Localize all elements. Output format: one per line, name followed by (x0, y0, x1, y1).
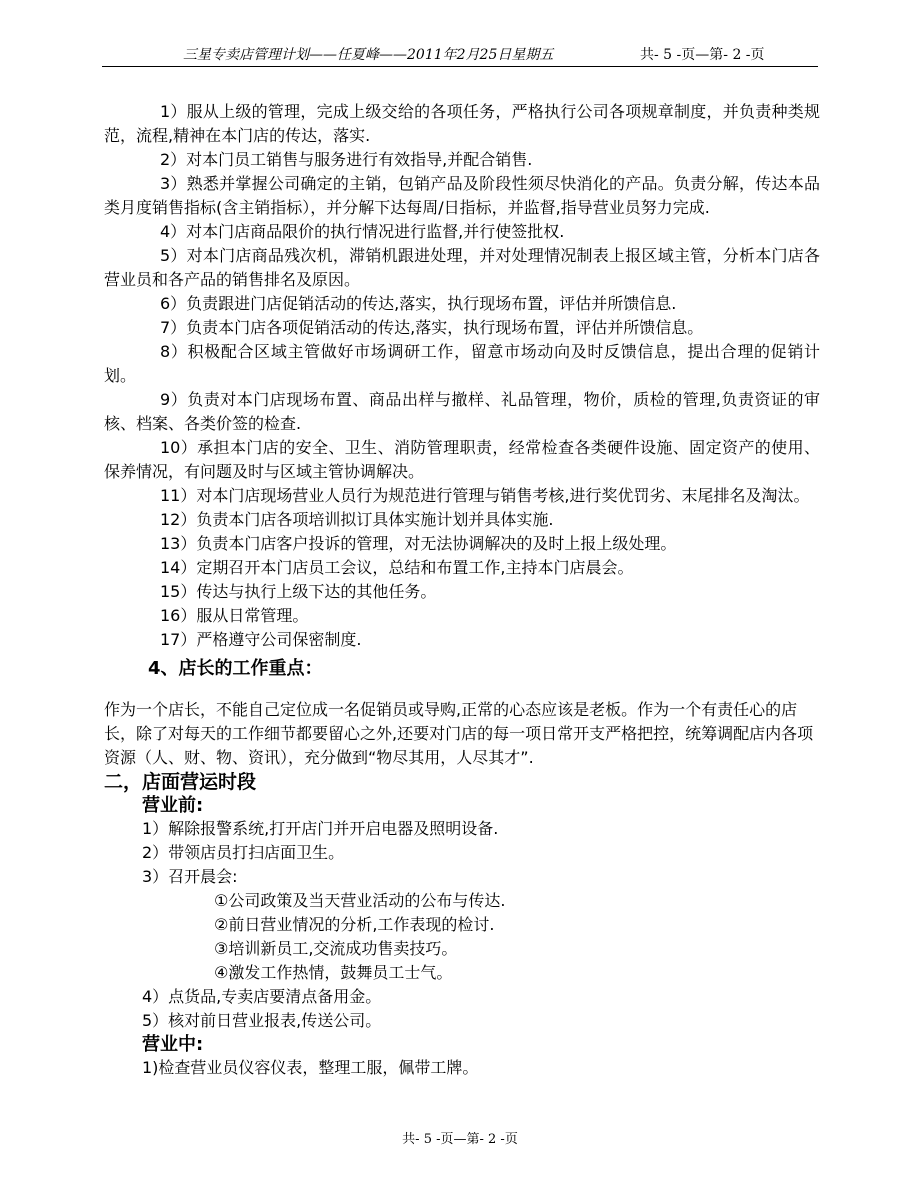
duty-item: 11）对本门店现场营业人员行为规范进行管理与销售考核,进行奖优罚劣、末尾排名及淘汰。 (160, 486, 810, 505)
section-4-paragraph: 作为一个店长，不能自己定位成一名促销员或导购,正常的心态应该是老板。作为一个有责任心的店长，除了对每天的工作细节都要留心之外,还要对门店的每一项日常开支严格把控，统筹调配店内各项资源（人、财、物、资讯），充分做到“物尽其用，人尽其才”. (104, 700, 814, 767)
spacer (104, 682, 820, 698)
duty-item: 4）对本门店商品限价的执行情况进行监督,并行使签批权. (160, 222, 565, 241)
duty-item: 9）负责对本门店现场布置、商品出样与撤样、礼品管理，物价，质检的管理,负责资证的审核、档案、各类价签的检查. (104, 390, 820, 433)
meeting-item: ③培训新员工,交流成功售卖技巧。 (214, 939, 458, 958)
section-2-heading: 二，店面营运时段 (104, 771, 257, 793)
during-business-heading: 营业中: (142, 1034, 204, 1055)
before-step: 1）解除报警系统,打开店门并开启电器及照明设备. (142, 819, 499, 838)
duty-item: 5）对本门店商品残次机，滞销机跟进处理，并对处理情况制表上报区域主管，分析本门店各营业员和各产品的销售排名及原因。 (104, 246, 820, 289)
header-title: 三星专卖店管理计划——任夏峰——2011年2月25日星期五 (183, 47, 554, 63)
document-body (104, 100, 820, 1080)
duty-item: 8）积极配合区域主管做好市场调研工作，留意市场动向及时反馈信息，提出合理的促销计划。 (104, 342, 820, 385)
duty-item: 17）严格遵守公司保密制度. (160, 630, 362, 649)
footer-page-indicator: 共- 5 -页—第- 2 -页 (402, 1132, 518, 1147)
duty-item: 10）承担本门店的安全、卫生、消防管理职责，经常检查各类硬件设施、固定资产的使用、保养情况，有问题及时与区域主管协调解决。 (104, 438, 820, 481)
before-step: 3）召开晨会: (142, 867, 238, 886)
duty-item: 3）熟悉并掌握公司确定的主销，包销产品及阶段性须尽快消化的产品。负责分解，传达本品类月度销售指标(含主销指标），并分解下达每周/日指标，并监督,指导营业员努力完成. (104, 174, 820, 217)
meeting-item: ①公司政策及当天营业活动的公布与传达. (214, 891, 506, 910)
header-rule (102, 66, 818, 67)
duty-item: 15）传达与执行上级下达的其他任务。 (160, 582, 437, 601)
duty-item: 6）负责跟进门店促销活动的传达,落实，执行现场布置，评估并所馈信息. (160, 294, 677, 313)
before-step: 2）带领店员打扫店面卫生。 (142, 843, 345, 862)
header-page-indicator: 共- 5 -页—第- 2 -页 (640, 47, 765, 63)
before-business-heading: 营业前: (142, 795, 204, 816)
duty-item: 12）负责本门店各项培训拟订具体实施计划并具体实施. (160, 510, 554, 529)
during-step: 1)检查营业员仪容仪表，整理工服，佩带工牌。 (142, 1058, 479, 1077)
duty-item: 16）服从日常管理。 (160, 606, 309, 625)
meeting-item: ④激发工作热情，鼓舞员工士气。 (214, 963, 453, 982)
section-4-heading: 4、店长的工作重点： (148, 658, 323, 679)
duty-item: 2）对本门员工销售与服务进行有效指导,并配合销售. (160, 150, 533, 169)
meeting-item: ②前日营业情况的分析,工作表现的检讨. (214, 915, 495, 934)
duty-item: 13）负责本门店客户投诉的管理，对无法协调解决的及时上报上级处理。 (160, 534, 677, 553)
before-step: 5）核对前日营业报表,传送公司。 (142, 1011, 382, 1030)
duty-item: 14）定期召开本门店员工会议，总结和布置工作,主持本门店晨会。 (160, 558, 634, 577)
duty-item: 1）服从上级的管理，完成上级交给的各项任务，严格执行公司各项规章制度，并负责种类规范，流程,精神在本门店的传达，落实. (104, 102, 820, 145)
duty-item: 7）负责本门店各项促销活动的传达,落实，执行现场布置，评估并所馈信息。 (160, 318, 704, 337)
before-step: 4）点货品,专卖店要清点备用金。 (142, 987, 382, 1006)
